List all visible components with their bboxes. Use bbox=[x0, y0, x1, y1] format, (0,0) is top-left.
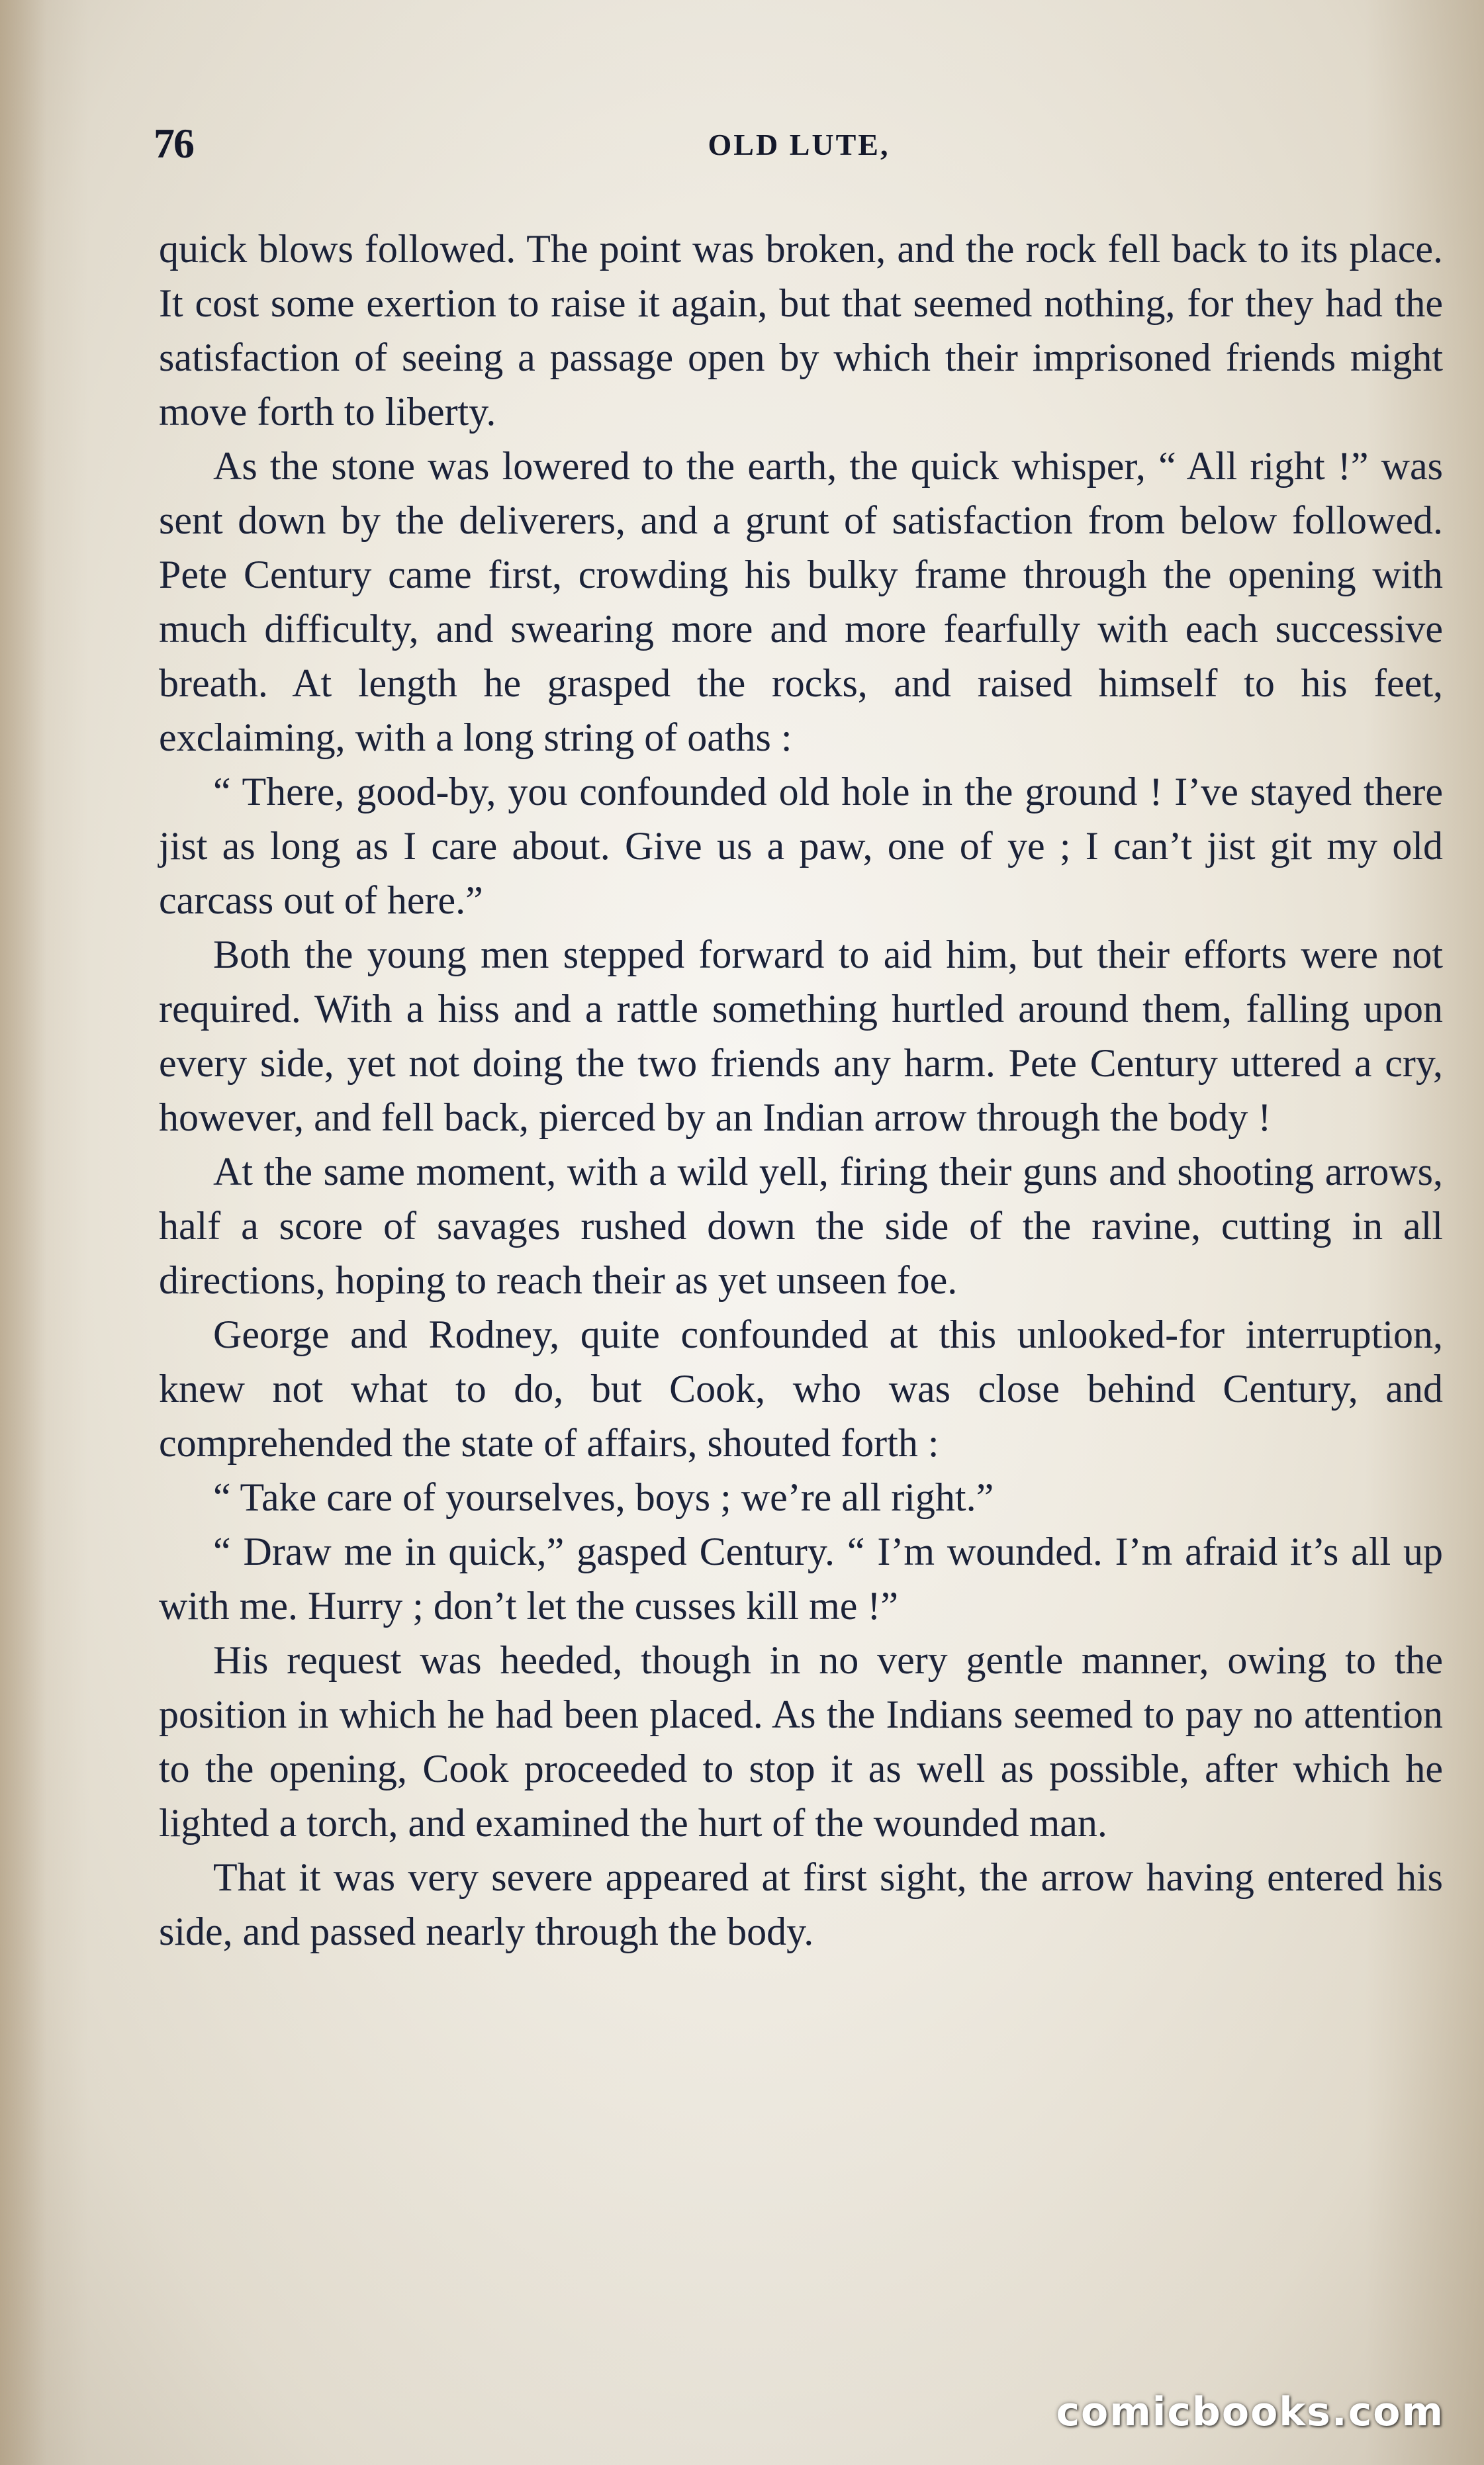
paragraph-6: George and Rodney, quite confounded at this unlooked-for interruption, knew not what to do, but Cook, who was close behind Century, and comprehended the state of affairs, shouted forth : bbox=[159, 1313, 1443, 1465]
paragraph-7: “ Take care of yourselves, boys ; we’re all right.” bbox=[213, 1475, 994, 1519]
page-header bbox=[154, 113, 1444, 179]
paragraph-1: quick blows followed. The point was broken, and the rock fell back to its place. It cost some exertion to raise it again, but that seemed nothing, for they had the satisfaction of seeing a passage open by which their imprisoned friends might move forth to liberty. bbox=[159, 227, 1443, 434]
body-text bbox=[159, 222, 1443, 1959]
paragraph-9: His request was heeded, though in no very gentle manner, owing to the position in which he had been placed. As the Indians seemed to pay no attention to the opening, Cook proceeded to stop it as well as possible, after which he lighted a torch, and examined the hurt of the wounded man. bbox=[159, 1638, 1443, 1845]
running-head: OLD LUTE, bbox=[708, 128, 890, 162]
paragraph-5: At the same moment, with a wild yell, firing their guns and shooting arrows, half a score of savages rushed down the side of the ravine, cutting in all directions, hoping to reach their as yet unseen foe. bbox=[159, 1150, 1443, 1302]
paragraph-4: Both the young men stepped forward to aid him, but their efforts were not required. With a hiss and a rattle something hurtled around them, falling upon every side, yet not doing the two friends any harm. Pete Century uttered a cry, however, and fell back, pierced by an Indian arrow through the body ! bbox=[159, 933, 1443, 1139]
watermark-text: comicbooks.com bbox=[1056, 2389, 1444, 2435]
paragraph-8: “ Draw me in quick,” gasped Century. “ I’m wounded. I’m afraid it’s all up with me. Hurry ; don’t let the cusses kill me !” bbox=[159, 1530, 1443, 1628]
page-number: 76 bbox=[154, 120, 193, 167]
paragraph-10: That it was very severe appeared at first sight, the arrow having entered his side, and passed nearly through the body. bbox=[159, 1855, 1443, 1953]
page-gutter-shadow bbox=[0, 0, 46, 2465]
paragraph-2: As the stone was lowered to the earth, the quick whisper, “ All right !” was sent down by the deliverers, and a grunt of satisfaction from below followed. Pete Century came first, crowding his bulky frame through the opening with much difficulty, and swearing more and more fearfully with each successive breath. At length he grasped the rocks, and raised himself to his feet, exclaiming, with a long string of oaths : bbox=[159, 444, 1443, 759]
paragraph-3: “ There, good-by, you confounded old hole in the ground ! I’ve stayed there jist as long as I care about. Give us a paw, one of ye ; I can’t jist git my old carcass out of here.” bbox=[159, 770, 1443, 922]
